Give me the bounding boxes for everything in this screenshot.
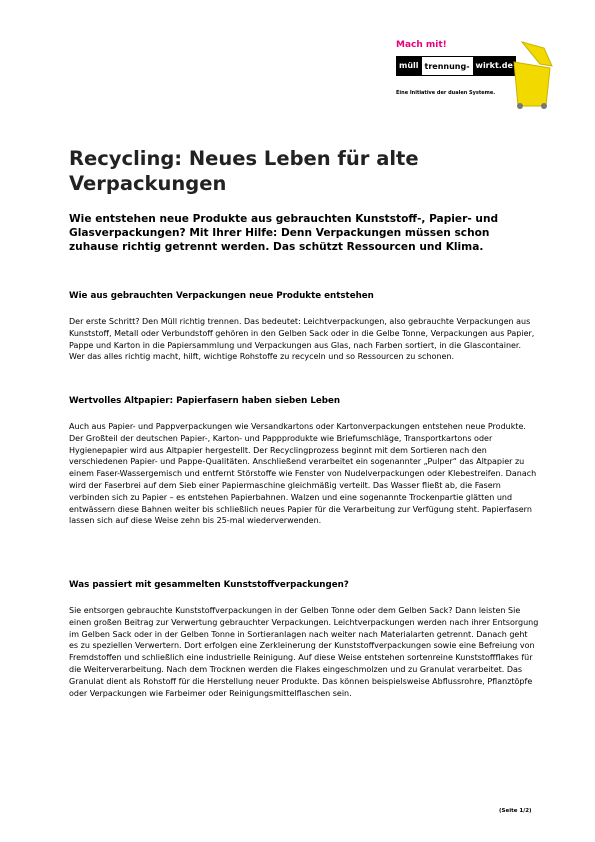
logo[interactable] — [396, 40, 556, 110]
section-text-1: Der erste Schritt? Den Müll richtig trennen. Das bedeutet: Leichtverpackungen, also gebrauchte Verpackungen aus Kunststoff, Metall oder Verbundstoff gehören in den Gelben Sack oder in die Gelbe Tonne, Verpackungen aus Papier, Pappe und Karton in die Papiersammlung und Verpackungen aus Glas, nach Farben sortiert, in die Glascontainer. Wer das alles richtig macht, hilft, wichtige Rohstoffe zu recyceln und so Ressourcen zu schonen. — [69, 317, 535, 362]
section-text-3: Sie entsorgen gebrauchte Kunststoffverpackungen in der Gelben Tonne oder dem Gelben Sack? Dann leisten Sie einen großen Beitrag zur Verwertung gebrauchter Verpackungen. Leichtverpackungen werden nach ihrer Entsorgung im Gelben Sack oder in der Gelben Tonne in Sortieranlagen nach weiter nach Materialarten getrennt. Danach geht es zu speziellen Verwertern. Dort erfolgen eine Zerkleinerung der Kunststoffverpackungen sowie eine Befreiung von Fremdstoffen und schließlich eine industrielle Reinigung. Auf diese Weise entstehen sortenreine Kunststoffflakes für die Weiterverarbeitung. Nach dem Trocknen werden die Flakes eingeschmolzen und zu Granulat verarbeitet. Das Granulat dient als Rohstoff für die Herstellung neuer Produkte. Das können beispielsweise Abflussrohre, Pflanztöpfe oder Verpackungen wie Farbeimer oder Reinigungsmittelflaschen sein. — [69, 606, 539, 698]
logo-part-wirkt: wirkt.de — [473, 56, 516, 76]
logo-part-trennung: trennung- — [422, 56, 473, 76]
logo-wordmark — [396, 56, 516, 76]
section-heading-3: Was passiert mit gesammelten Kunststoffverpackungen? — [69, 580, 349, 590]
logo-part-muell: müll — [396, 56, 422, 76]
recycling-bin-icon — [500, 40, 555, 110]
section-text-2: Auch aus Papier- und Pappverpackungen wie Versandkartons oder Kartonverpackungen entstehen neue Produkte. Der Großteil der deutschen Papier-, Karton- und Pappprodukte wie Briefumschläge, Transportkartons oder Hygienepapier wird aus Altpapier hergestellt. Der Recyclingprozess beginnt mit dem Sortieren nach den verschiedenen Papier- und Pappe-Qualitäten. Anschließend verarbeitet ein sogenannter „Pulper“ das Altpapier zu einem Faser-Wassergemisch und entfernt Störstoffe wie Fenster von Nudelverpackungen oder Klebestreifen. Danach wird der Faserbrei auf dem Sieb einer Papiermaschine gleichmäßig verteilt. Das Wasser fließt ab, die Fasern verbinden sich zu Papier – es entstehen Papierbahnen. Walzen und eine sogenannte Trockenpartie glätten und entwässern diese Bahnen weiter bis schließlich neues Papier für die Verarbeitung zur Verfügung steht. Papierfasern lassen sich auf diese Weise zehn bis 25-mal wiederverwenden. — [69, 422, 537, 526]
logo-tagline: Mach mit! — [396, 40, 447, 50]
page-title: Recycling: Neues Leben für alte Verpackungen — [69, 147, 419, 195]
section-heading-2: Wertvolles Altpapier: Papierfasern haben sieben Leben — [69, 396, 341, 406]
lead-paragraph: Wie entstehen neue Produkte aus gebrauchten Kunststoff-, Papier- und Glasverpackungen? Mit Ihrer Hilfe: Denn Verpackungen müssen schon zuhause richtig getrennt werden. Das schützt Ressourcen und Klima. — [69, 213, 499, 254]
logo-subline: Eine Initiative der dualen Systeme. — [396, 90, 496, 96]
page-number: (Seite 1/2) — [499, 808, 532, 814]
section-heading-1: Wie aus gebrauchten Verpackungen neue Produkte entstehen — [69, 291, 374, 301]
